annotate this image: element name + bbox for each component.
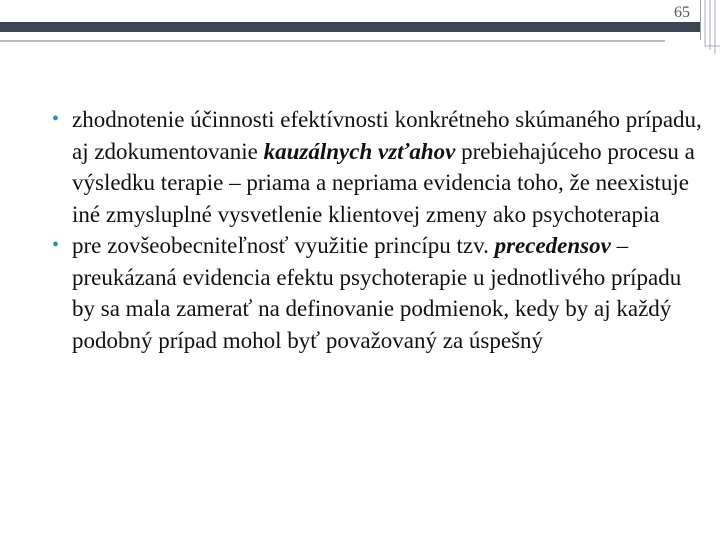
bullet-dot-icon: •	[52, 234, 60, 256]
bullet-1-text-start: zhodnotenie účinnosti efektívnosti konkrétneho skúmaného prípadu, aj zdokumentovanie	[72, 107, 702, 164]
bullet-item-1	[52, 104, 702, 230]
top-divider-line	[0, 40, 665, 42]
bullet-2-text-start: pre zovšeobecniteľnosť využitie princípu tzv.	[72, 233, 495, 258]
bullet-1-emphasis: kauzálnych vzťahov	[263, 138, 456, 164]
top-dark-bar	[0, 22, 700, 32]
bullet-2-emphasis: precedensov	[494, 233, 611, 258]
bullet-dot-icon: •	[52, 108, 60, 130]
bullet-item-2	[52, 230, 702, 356]
page-number: 65	[674, 4, 690, 21]
bullet-list	[52, 104, 702, 356]
bullet-1-text-end: prebiehajúceho procesu a výsledku terapie – priama a nepriama evidencia toho, že neexistuje iné zmysluplné vysvetlenie klientovej zmeny ako psychoterapia	[72, 138, 695, 227]
bullet-2-text-end: – preukázaná evidencia efektu psychoterapie u jednotlivého prípadu by sa mala zamerať na definovanie podmienok, kedy by aj každý podobný prípad mohol byť považovaný za úspešný	[72, 233, 682, 353]
corner-decoration	[702, 0, 720, 60]
